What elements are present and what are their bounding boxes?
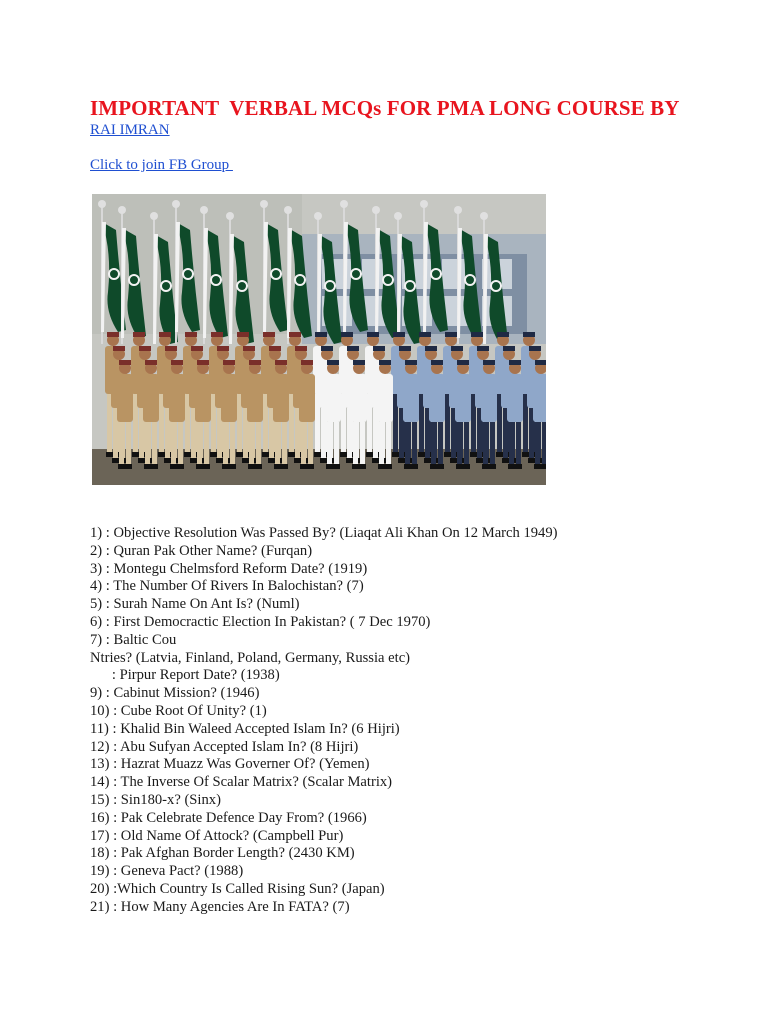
- mcq-item: 19) : Geneva Pact? (1988): [90, 863, 244, 880]
- fb-group-link[interactable]: Click to join FB Group: [90, 157, 233, 173]
- mcq-item: 3) : Montegu Chelmsford Reform Date? (1919): [90, 560, 368, 577]
- mcq-item: : Pirpur Report Date? (1938): [90, 667, 280, 684]
- mcq-item: 17) : Old Name Of Attock? (Campbell Pur): [90, 827, 344, 844]
- mcq-item: 11) : Khalid Bin Waleed Accepted Islam In? (6 Hijri): [90, 720, 400, 737]
- author-link[interactable]: RAI IMRAN: [90, 122, 170, 138]
- mcq-item: Ntries? (Latvia, Finland, Poland, Germany, Russia etc): [90, 649, 411, 666]
- mcq-item: 2) : Quran Pak Other Name? (Furqan): [90, 542, 313, 559]
- mcq-item: 13) : Hazrat Muazz Was Governer Of? (Yemen): [90, 756, 370, 773]
- mcq-item: 1) : Objective Resolution Was Passed By? (Liaqat Ali Khan On 12 March 1949): [90, 525, 558, 541]
- parade-photo-illustration: [92, 194, 546, 485]
- mcq-item: 9) : Cabinut Mission? (1946): [90, 685, 260, 702]
- page-title: IMPORTANT VERBAL MCQs FOR PMA LONG COURSE BY: [90, 96, 680, 120]
- mcq-item: 18) : Pak Afghan Border Length? (2430 KM): [90, 845, 355, 862]
- mcq-item: 6) : First Democractic Election In Pakistan? ( 7 Dec 1970): [90, 613, 431, 630]
- mcq-item: 15) : Sin180-x? (Sinx): [90, 791, 221, 808]
- mcq-item: 16) : Pak Celebrate Defence Day From? (1966): [90, 809, 367, 826]
- mcq-item: 7) : Baltic Cou: [90, 631, 177, 648]
- mcq-item: 4) : The Number Of Rivers In Balochistan? (7): [90, 578, 364, 595]
- mcq-item: 20) :Which Country Is Called Rising Sun? (Japan): [90, 880, 385, 897]
- mcq-item: 14) : The Inverse Of Scalar Matrix? (Scalar Matrix): [90, 774, 393, 791]
- mcq-item: 12) : Abu Sufyan Accepted Islam In? (8 Hijri): [90, 738, 359, 755]
- mcq-item: 21) : How Many Agencies Are In FATA? (7): [90, 898, 350, 915]
- parade-photo: [92, 194, 546, 485]
- mcq-list: [90, 525, 558, 917]
- mcq-item: 10) : Cube Root Of Unity? (1): [90, 702, 267, 719]
- mcq-item: 5) : Surah Name On Ant Is? (Numl): [90, 596, 300, 613]
